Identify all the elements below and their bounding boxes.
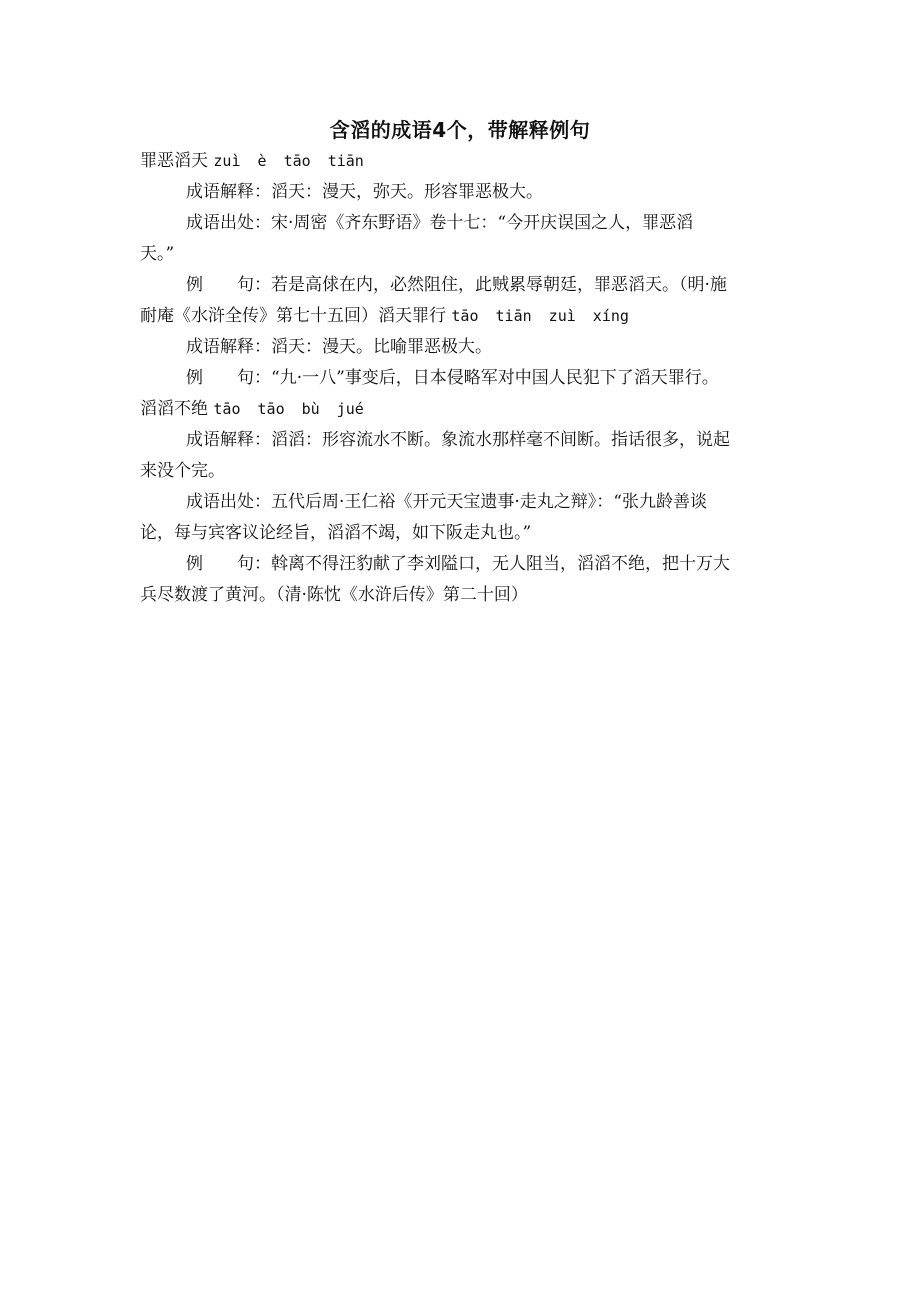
idiom-text: 罪恶滔天 — [140, 151, 208, 171]
idiom-source-continued: 论，每与宾客议论经旨，滔滔不竭，如下阪走丸也。” — [140, 523, 532, 543]
idiom-explanation-continued: 来没个完。 — [140, 461, 225, 481]
idiom-example-continued-with-heading — [140, 301, 792, 332]
idiom-explanation: 成语解释：滔天：漫天，弥天。形容罪恶极大。 — [186, 182, 543, 202]
document-body — [140, 146, 792, 611]
idiom-source-continued: 天。” — [140, 244, 175, 264]
idiom-source: 成语出处：五代后周·王仁裕《开元天宝遗事·走丸之辩》：“张九龄善谈 — [186, 492, 707, 512]
idiom-heading-zuieetaotian — [140, 146, 792, 177]
idiom-explanation: 成语解释：滔滔：形容流水不断。象流水那样毫不间断。指话很多，说起 — [186, 430, 730, 450]
idiom-pinyin: tāo tiān zuì xíng — [451, 307, 629, 325]
idiom-text: 滔滔不绝 — [140, 399, 208, 419]
idiom-example: 例 句：若是高俅在内，必然阻住，此贼累辱朝廷，罪恶滔天。（明·施 — [186, 275, 727, 295]
idiom-example: 例 句：“九·一八”事变后，日本侵略军对中国人民犯下了滔天罪行。 — [186, 368, 719, 388]
example-tail-and-idiom: 耐庵《水浒全传》第七十五回）滔天罪行 — [140, 306, 446, 326]
idiom-example-continued: 兵尽数渡了黄河。（清·陈忱《水浒后传》第二十回） — [140, 585, 528, 605]
idiom-heading-taotaobujue — [140, 394, 792, 425]
idiom-explanation: 成语解释：滔天：漫天。比喻罪恶极大。 — [186, 337, 492, 357]
idiom-source: 成语出处：宋·周密《齐东野语》卷十七：“今开庆误国之人，罪恶滔 — [186, 213, 694, 233]
idiom-pinyin: zuì è tāo tiān — [213, 152, 364, 170]
document-title: 含滔的成语4个，带解释例句 — [329, 118, 591, 142]
idiom-example: 例 句：斡离不得汪豹献了李刘隘口，无人阻当，滔滔不绝，把十万大 — [186, 554, 730, 574]
idiom-pinyin: tāo tāo bù jué — [213, 400, 364, 418]
